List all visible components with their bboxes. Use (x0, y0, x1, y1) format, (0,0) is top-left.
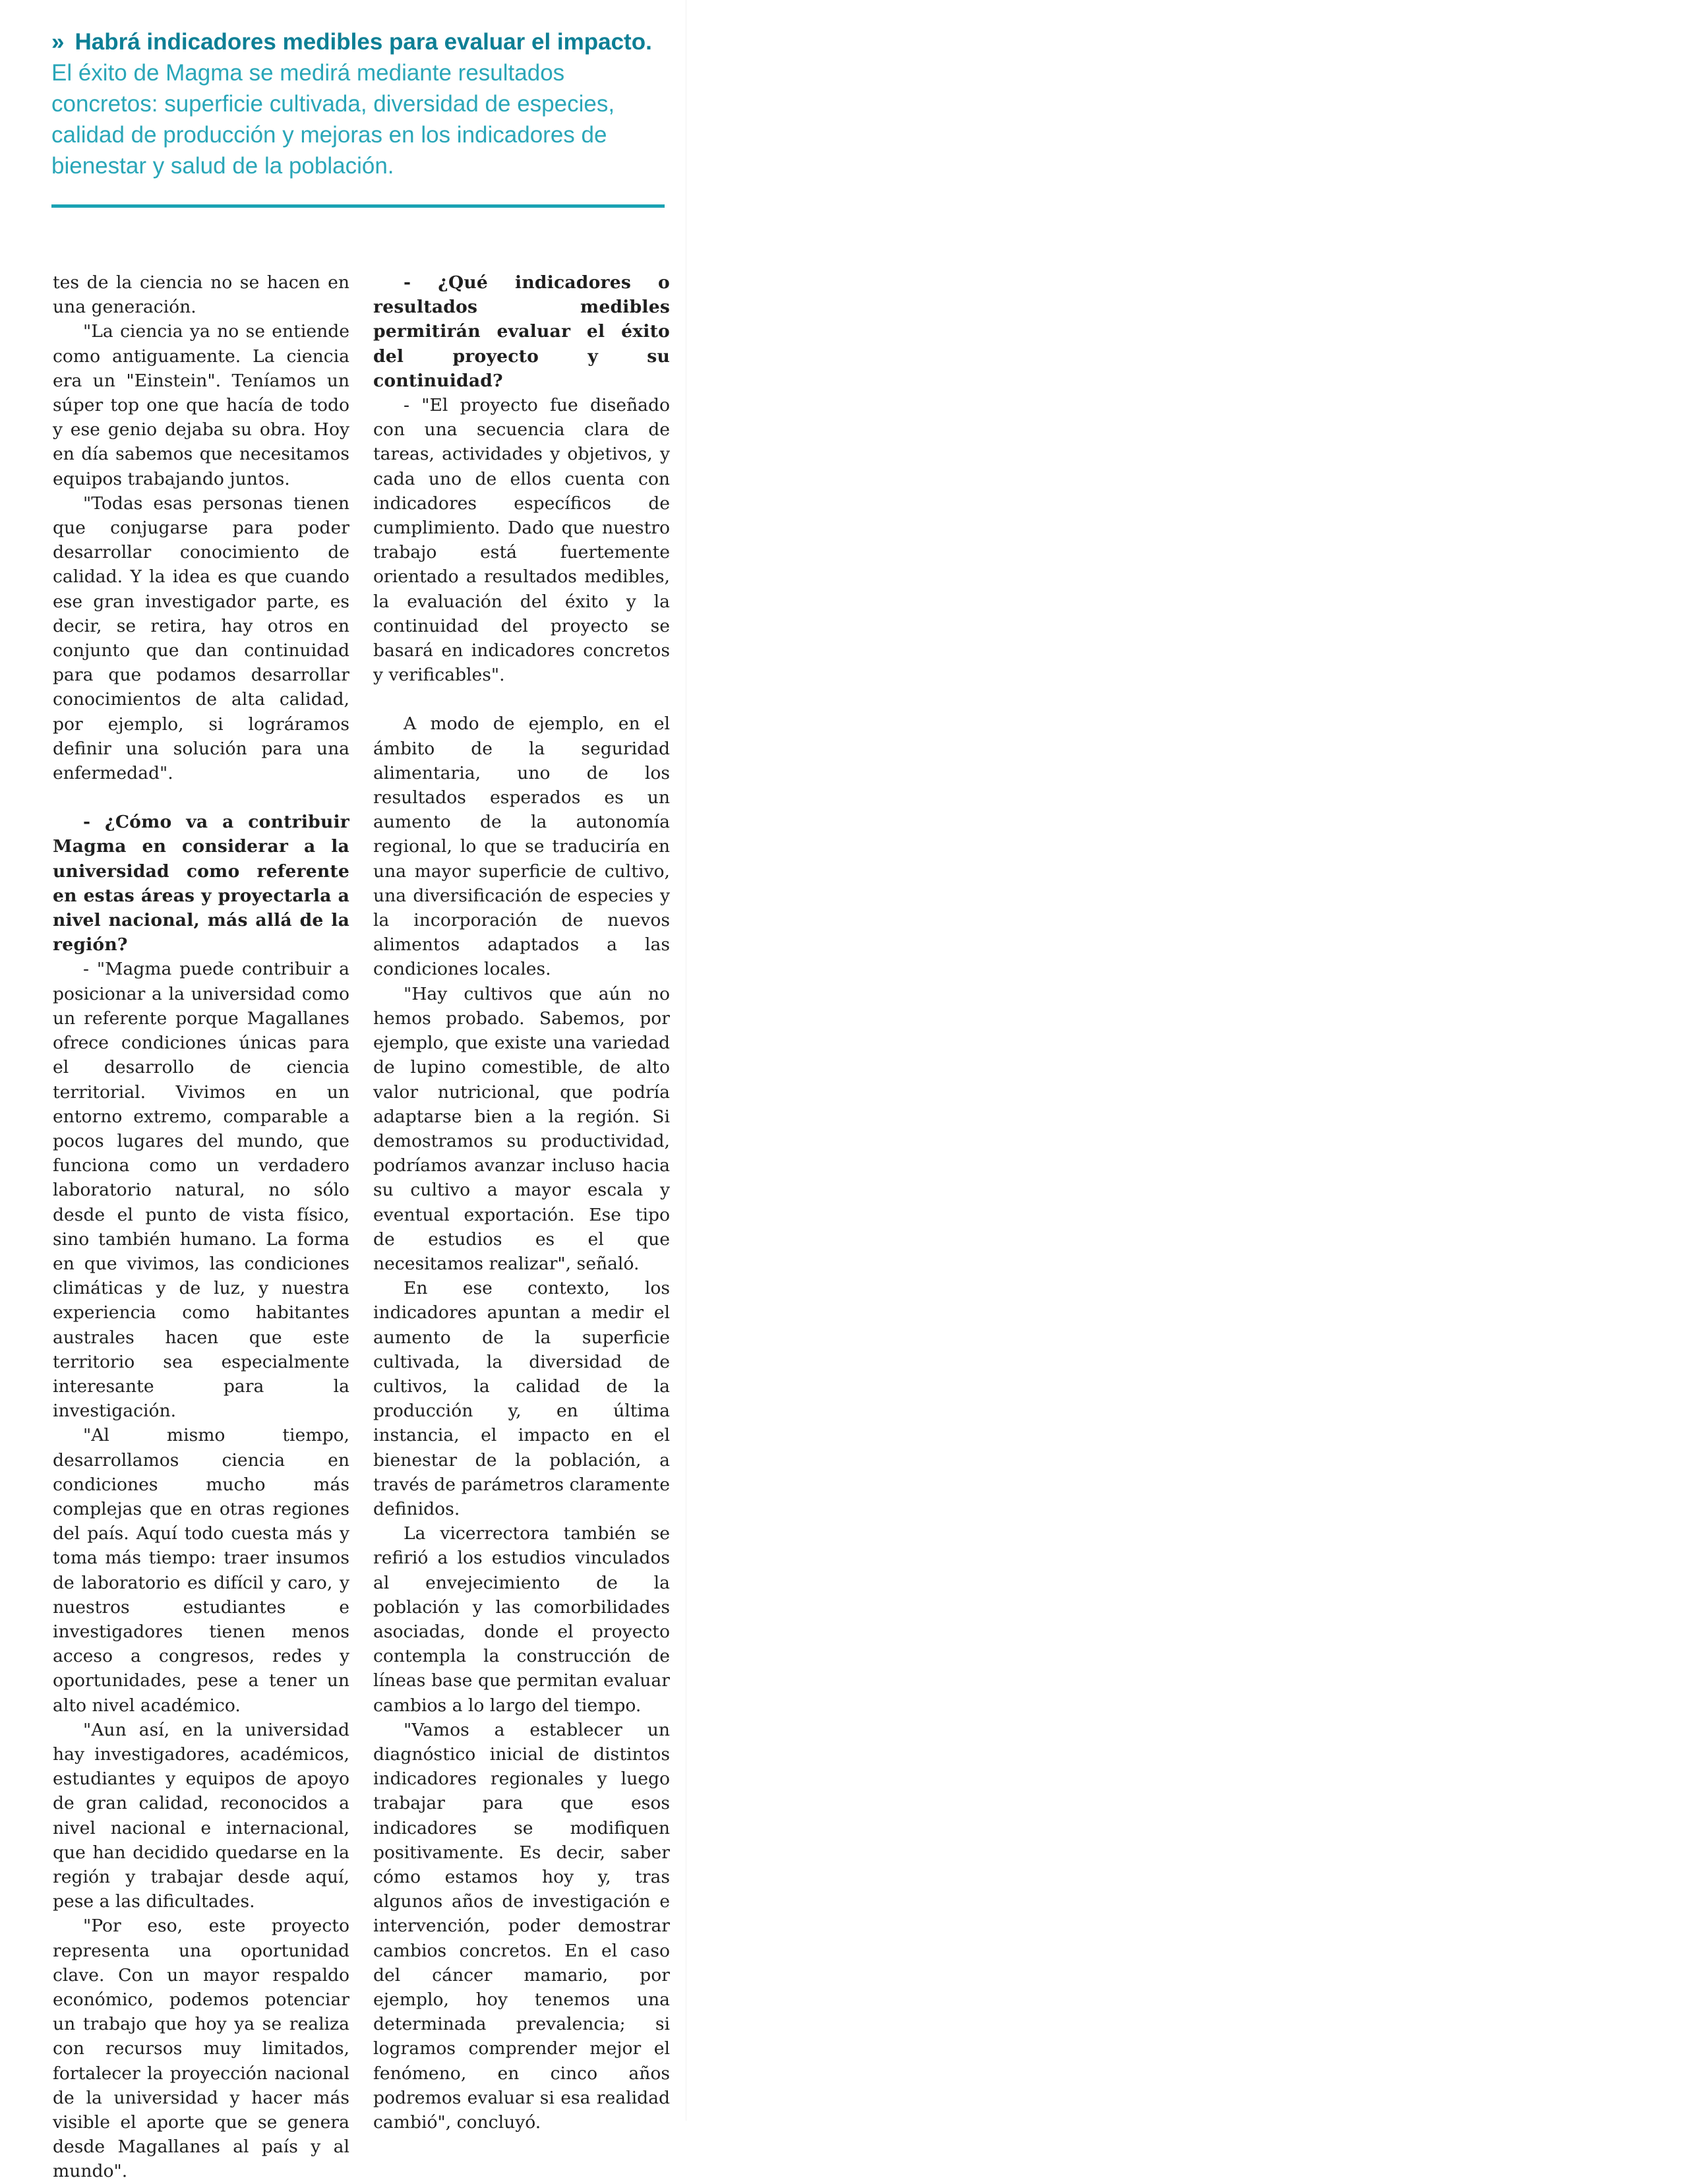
callout-divider (51, 204, 665, 208)
article-column-right (373, 270, 670, 2133)
double-chevron-icon: » (51, 29, 61, 55)
paragraph: - "Magma puede contribuir a posicionar a la universidad como un referente porque Magallanes ofrece condiciones únicas para el desarrollo de ciencia territorial. Vivimos en un entorno extremo, comparable a pocos lugares del mundo, que funciona como un verdadero laboratorio natural, no sólo desde el punto de vista físico, sino también humano. La forma en que vivimos, las condiciones climáticas y de luz, y nuestra experiencia como habitantes australes hacen que este territorio sea especialmente interesante para la investigación. (53, 959, 349, 1422)
paragraph: "La ciencia ya no se entiende como antiguamente. La ciencia era un "Einstein". Teníamos un súper top one que hacía de todo y ese genio dejaba su obra. Hoy en día sabemos que necesitamos equipos trabajando juntos. (53, 321, 349, 489)
interview-question: - ¿Cómo va a contribuir Magma en considerar a la universidad como referente en estas áreas y proyectarla a nivel nacional, más allá de la región? (53, 812, 349, 956)
highlight-callout (51, 26, 665, 181)
paragraph: "Vamos a establecer un diagnóstico inicial de distintos indicadores regionales y luego trabajar para que esos indicadores se modifiquen positivamente. Es decir, saber cómo estamos hoy y, tras algunos años de investigación e intervención, poder demostrar cambios concretos. En el caso del cáncer mamario, por ejemplo, hoy tenemos una determinada prevalencia; si logramos comprender mejor el fenómeno, en cinco años podremos evaluar si esa realidad cambió", concluyó. (373, 1719, 670, 2133)
paragraph: En ese contexto, los indicadores apuntan a medir el aumento de la superficie cultivada, la diversidad de cultivos, la calidad de la producción y, en última instancia, el impacto en el bienestar de la población, a través de parámetros claramente definidos. (373, 1278, 670, 1519)
interview-question: - ¿Qué indicadores o resultados medibles permitirán evaluar el éxito del proyecto y su continuidad? (373, 272, 670, 391)
paragraph: A modo de ejemplo, en el ámbito de la seguridad alimentaria, uno de los resultados esperados es un aumento de la autonomía regional, lo que se traduciría en una mayor superficie de cultivo, una diversificación de especies y la incorporación de nuevos alimentos adaptados a las condiciones locales. (373, 713, 670, 980)
paragraph: "Al mismo tiempo, desarrollamos ciencia en condiciones mucho más complejas que en otras regiones del país. Aquí todo cuesta más y toma más tiempo: traer insumos de laboratorio es difícil y caro, y nuestros estudiantes e investigadores tienen menos acceso a congresos, redes y oportunidades, pese a tener un alto nivel académico. (53, 1425, 349, 1716)
paragraph: "Todas esas personas tienen que conjugarse para poder desarrollar conocimiento de calidad. Y la idea es que cuando ese gran investigador parte, es decir, se retira, hay otros en conjunto que dan continuidad para que podamos desarrollar conocimientos de alta calidad, por ejemplo, si lográramos definir una solución para una enfermedad". (53, 493, 349, 784)
paragraph: "Aun así, en la universidad hay investigadores, académicos, estudiantes y equipos de apoyo de gran calidad, reconocidos a nivel nacional e internacional, que han decidido quedarse en la región y trabajar desde aquí, pese a las dificultades. (53, 1719, 349, 1912)
callout-body: El éxito de Magma se medirá mediante resultados concretos: superficie cultivada, diversidad de especies, calidad de producción y mejoras en los indicadores de bienestar y salud de la población. (51, 60, 615, 179)
paragraph: "Por eso, este proyecto representa una oportunidad clave. Con un mayor respaldo económico, podemos potenciar un trabajo que hoy ya se realiza con recursos muy limitados, fortalecer la proyección nacional de la universidad y hacer más visible el aporte que se genera desde Magallanes al país y al mundo". (53, 1916, 349, 2182)
newspaper-clipping (0, 0, 686, 2182)
article-column-left (53, 270, 349, 2182)
paragraph: "Hay cultivos que aún no hemos probado. Sabemos, por ejemplo, que existe una variedad de lupino comestible, de alto valor nutricional, que podría adaptarse bien a la región. Si demostramos su productividad, podríamos avanzar incluso hacia su cultivo a mayor escala y eventual exportación. Ese tipo de estudios es el que necesitamos realizar", señaló. (373, 983, 670, 1274)
paragraph: La vicerrectora también se refirió a los estudios vinculados al envejecimiento de la población y las comorbilidades asociadas, donde el proyecto contempla la construcción de líneas base que permitan evaluar cambios a lo largo del tiempo. (373, 1523, 670, 1716)
callout-title: Habrá indicadores medibles para evaluar el impacto. (75, 29, 652, 55)
paragraph: - "El proyecto fue diseñado con una secuencia clara de tareas, actividades y objetivos, y cada uno de ellos cuenta con indicadores específicos de cumplimiento. Dado que nuestro trabajo está fuertemente orientado a resultados medibles, la evaluación del éxito y la continuidad del proyecto se basará en indicadores concretos y verificables". (373, 395, 670, 686)
paragraph: tes de la ciencia no se hacen en una generación. (53, 272, 349, 318)
